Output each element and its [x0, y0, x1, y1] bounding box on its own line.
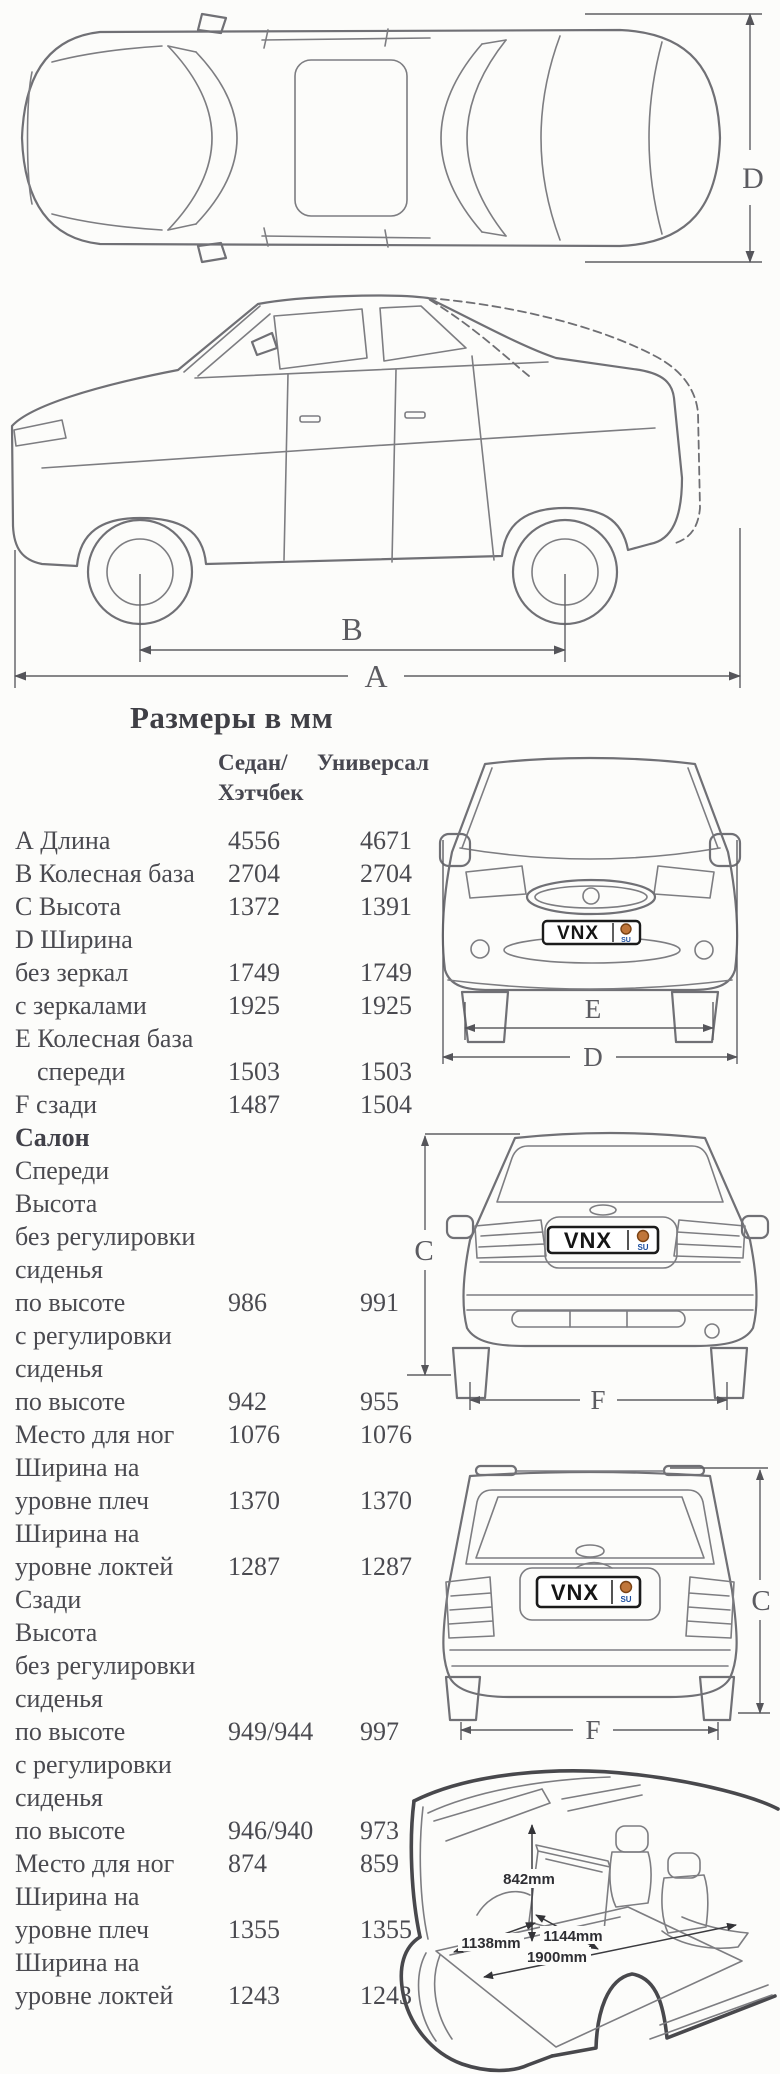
car-rear-sedan-drawing	[447, 1133, 768, 1398]
dimension-d-top	[585, 14, 764, 262]
rear-view-wagon-diagram	[360, 1440, 780, 1755]
row-label: уровне локтей	[15, 1552, 174, 1581]
row-label: D Ширина	[15, 925, 133, 954]
row-label: сиденья	[15, 1354, 103, 1383]
rear-view-sedan-diagram	[395, 1090, 780, 1420]
dim-label-f-wagon: F	[585, 1715, 601, 1745]
row-label: Салон	[15, 1123, 90, 1152]
sedan-hatchback-value: 1076	[228, 1420, 280, 1449]
sedan-hatchback-value: 1925	[228, 991, 280, 1020]
row-label: Ширина на	[15, 1519, 140, 1548]
table-row	[15, 956, 475, 989]
wagon-value: 1749	[360, 958, 412, 987]
wagon-value: 973	[360, 1816, 399, 1845]
row-label: по высоте	[15, 1717, 126, 1746]
row-label: Ширина на	[15, 1453, 140, 1482]
wagon-value: 859	[360, 1849, 399, 1878]
right-mirror-top-view	[198, 243, 226, 262]
dim-label-b: B	[341, 611, 363, 647]
interior-wheelhouse-width-label: 1144mm	[543, 1928, 603, 1945]
top-view-diagram	[0, 0, 780, 276]
dimension-b-side	[140, 574, 565, 662]
license-plate-rear-wagon	[537, 1577, 640, 1607]
wagon-value: 991	[360, 1288, 399, 1317]
row-label: уровне локтей	[15, 1981, 174, 2010]
sedan-hatchback-value: 1243	[228, 1981, 280, 2010]
sedan-hatchback-value: 942	[228, 1387, 267, 1416]
row-label: без зеркал	[15, 958, 129, 987]
wagon-value: 1076	[360, 1420, 412, 1449]
row-label: с регулировки	[15, 1321, 172, 1350]
row-label: А Длина	[15, 826, 111, 855]
car-top-view-drawing	[22, 14, 720, 262]
row-label: Высота	[15, 1189, 98, 1218]
wagon-value: 997	[360, 1717, 399, 1746]
row-label: Высота	[15, 1618, 98, 1647]
row-label: Ширина на	[15, 1882, 140, 1911]
sedan-hatchback-value: 1749	[228, 958, 280, 987]
table-row	[15, 1022, 475, 1055]
interior-height-label: 842mm	[503, 1871, 555, 1888]
car-side-view-drawing	[12, 296, 700, 624]
wagon-value: 1370	[360, 1486, 412, 1515]
row-label: Е Колесная база	[15, 1024, 194, 1053]
page-title: Размеры в мм	[130, 700, 334, 735]
sedan-hatchback-value: 1287	[228, 1552, 280, 1581]
wagon-cutaway-drawing	[401, 1771, 778, 2071]
row-label: Место для ног	[15, 1420, 175, 1449]
row-label: без регулировки	[15, 1651, 196, 1680]
row-label: сиденья	[15, 1255, 103, 1284]
row-label: без регулировки	[15, 1222, 196, 1251]
row-label: С Высота	[15, 892, 122, 921]
interior-dimension-arrows	[454, 1825, 736, 1977]
row-label: F сзади	[15, 1090, 98, 1119]
dim-label-e: E	[584, 994, 602, 1024]
license-plate-front	[543, 921, 640, 944]
table-row	[15, 1055, 475, 1088]
dim-label-d-top: D	[742, 162, 764, 195]
plate-text: VNX	[563, 1228, 613, 1253]
sedan-hatchback-value: 2704	[228, 859, 280, 888]
wagon-value: 1503	[360, 1057, 412, 1086]
sedan-hatchback-value: 874	[228, 1849, 267, 1878]
sedan-hatchback-value: 1503	[228, 1057, 280, 1086]
dim-label-d-front: D	[583, 1042, 603, 1072]
table-row	[15, 989, 475, 1022]
row-label: Сзади	[15, 1585, 82, 1614]
interior-cutaway-diagram	[310, 1755, 780, 2074]
plate-sub-text: SU	[637, 1243, 649, 1252]
row-label: по высоте	[15, 1387, 126, 1416]
wagon-value: 1925	[360, 991, 412, 1020]
wagon-value: 4671	[360, 826, 412, 855]
wagon-value: 1355	[360, 1915, 412, 1944]
side-mirror	[252, 333, 277, 355]
row-label: В Колесная база	[15, 859, 195, 888]
dimension-f-wagon	[461, 1715, 718, 1745]
table-row	[15, 890, 475, 923]
sedan-hatchback-value: 1487	[228, 1090, 280, 1119]
license-plate-rear-sedan	[548, 1227, 658, 1253]
plate-sub-text: SU	[621, 937, 631, 944]
row-label: сиденья	[15, 1684, 103, 1713]
wagon-value: 1287	[360, 1552, 412, 1581]
table-row	[15, 857, 475, 890]
dim-label-f-sedan: F	[590, 1385, 606, 1415]
row-label: с зеркалами	[15, 991, 147, 1020]
row-label: Спереди	[15, 1156, 110, 1185]
row-label: спереди	[37, 1057, 126, 1086]
sedan-hatchback-value: 1355	[228, 1915, 280, 1944]
interior-floor-length-label: 1900mm	[526, 1949, 588, 1966]
row-label: Место для ног	[15, 1849, 175, 1878]
sedan-hatchback-value: 1370	[228, 1486, 280, 1515]
table-row	[15, 923, 475, 956]
dimension-f-sedan	[470, 1382, 727, 1415]
dim-label-c-sedan: C	[414, 1235, 434, 1267]
plate-text: VNX	[550, 1580, 600, 1605]
front-view-diagram	[430, 752, 750, 1072]
table-row	[15, 824, 475, 857]
plate-logo-icon	[638, 1231, 649, 1242]
row-label: уровне плеч	[15, 1915, 150, 1944]
wagon-value: 1243	[360, 1981, 412, 2010]
sedan-hatchback-value: 986	[228, 1288, 267, 1317]
dim-label-a: A	[364, 658, 388, 694]
row-label: сиденья	[15, 1783, 103, 1812]
car-rear-wagon-drawing	[443, 1466, 736, 1720]
plate-logo-icon	[621, 1582, 632, 1593]
plate-text: VNX	[556, 923, 600, 944]
row-label: Ширина на	[15, 1948, 140, 1977]
dimension-a-side	[15, 528, 740, 694]
wagon-value: 1504	[360, 1090, 412, 1119]
dimension-d-front	[443, 840, 737, 1072]
row-label: уровне плеч	[15, 1486, 150, 1515]
table-header-wagon: Универсал	[317, 750, 430, 775]
side-view-diagram	[0, 278, 780, 698]
wagon-value: 955	[360, 1387, 399, 1416]
wagon-value: 1391	[360, 892, 412, 921]
sedan-hatchback-value: 1372	[228, 892, 280, 921]
plate-logo-icon	[621, 924, 631, 934]
sedan-hatchback-value: 4556	[228, 826, 280, 855]
row-label: по высоте	[15, 1816, 126, 1845]
dimension-c-sedan	[407, 1134, 520, 1375]
table-header-sedan-hatchback: Седан/ Хэтчбек	[218, 750, 304, 805]
row-label: с регулировки	[15, 1750, 172, 1779]
dim-label-c-wagon: C	[751, 1585, 771, 1617]
wagon-value: 2704	[360, 859, 412, 888]
plate-sub-text: SU	[620, 1595, 632, 1604]
sedan-hatchback-value: 946/940	[228, 1816, 314, 1845]
interior-floor-width-label: 1138mm	[461, 1935, 521, 1952]
row-label: по высоте	[15, 1288, 126, 1317]
sedan-hatchback-value: 949/944	[228, 1717, 314, 1746]
left-mirror-top-view	[198, 14, 226, 33]
